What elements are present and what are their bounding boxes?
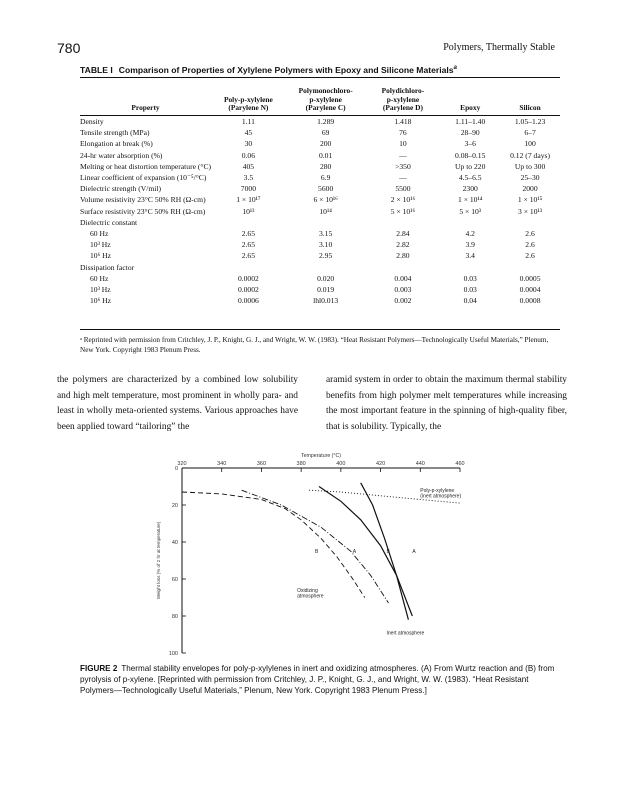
table-header-line: p-xylylene bbox=[386, 94, 420, 104]
table-header-cell bbox=[286, 80, 366, 116]
table-header-cell bbox=[211, 80, 286, 116]
table-value-cell: 2.65 bbox=[241, 229, 256, 239]
table-value-cell: 6 × 10¹⁶ bbox=[313, 195, 338, 205]
chart-annotation: A bbox=[352, 549, 357, 556]
chart-annotation: Poly-p-xylylene bbox=[420, 488, 455, 495]
table-value-cell: 2000 bbox=[522, 184, 538, 194]
x-tick-label: 440 bbox=[415, 461, 425, 467]
table-value-cell: 0.020 bbox=[317, 273, 335, 283]
table-value-cell: Up to 220 bbox=[455, 161, 486, 171]
table-value-cell: 0.0008 bbox=[519, 296, 541, 306]
table-label: TABLE I bbox=[80, 65, 113, 75]
series-line bbox=[319, 487, 412, 617]
table-value-cell: 28–90 bbox=[460, 128, 480, 138]
x-tick-label: 420 bbox=[375, 461, 386, 467]
table-header-line: (Parylene N) bbox=[228, 103, 269, 113]
table-property-cell: 10⁶ Hz bbox=[90, 296, 111, 306]
table-value-cell: 4.2 bbox=[465, 229, 475, 239]
table-value-cell: 5 × 10¹⁶ bbox=[390, 206, 416, 216]
series-line bbox=[361, 483, 409, 620]
table-row bbox=[80, 183, 560, 194]
y-tick-label: 40 bbox=[171, 540, 178, 546]
table-value-cell: 2.6 bbox=[525, 240, 535, 250]
table-value-cell: 6–7 bbox=[524, 128, 536, 138]
table-row bbox=[80, 138, 560, 149]
table-top-rule bbox=[80, 77, 560, 78]
table-header-line: (Parylene D) bbox=[382, 103, 423, 113]
table-header-line: Epoxy bbox=[460, 103, 481, 113]
table-row bbox=[80, 150, 560, 161]
table-property-cell: 24-hr water absorption (%) bbox=[80, 150, 163, 160]
table-property-cell: 60 Hz bbox=[90, 273, 109, 283]
table-value-cell: 1 × 10¹⁷ bbox=[236, 195, 261, 205]
table-row bbox=[80, 228, 560, 239]
table-value-cell: 3–6 bbox=[464, 139, 476, 149]
table-header-cell bbox=[366, 80, 441, 116]
table-value-cell: 10¹⁴ bbox=[319, 206, 332, 216]
table-row bbox=[80, 239, 560, 250]
table-value-cell bbox=[440, 262, 500, 273]
table-value-cell: 5600 bbox=[318, 184, 334, 194]
table-value-cell: 1 × 10¹⁴ bbox=[458, 195, 483, 205]
table-value-cell: 1.289 bbox=[317, 117, 335, 126]
table-value-cell: 2.65 bbox=[241, 251, 256, 261]
table-header-cell bbox=[500, 80, 560, 116]
table-value-cell: 0.04 bbox=[463, 296, 477, 306]
table-value-cell: 1.11–1.40 bbox=[455, 117, 486, 126]
table-value-cell: 6.9 bbox=[320, 173, 331, 183]
table-value-cell: 0.0002 bbox=[237, 273, 259, 283]
chart-annotation: A bbox=[412, 549, 416, 556]
table-property-cell: 10³ Hz bbox=[90, 285, 111, 295]
chart-annotation: B bbox=[315, 549, 319, 556]
table-header-line: Poly-p-xylylene bbox=[223, 94, 273, 104]
series-line bbox=[242, 490, 389, 603]
table-header-line: Silicon bbox=[519, 103, 541, 113]
table-value-cell: — bbox=[399, 150, 407, 160]
table-value-cell: 30 bbox=[244, 139, 253, 149]
table-value-cell: 10¹³ bbox=[242, 206, 255, 216]
table-value-cell: 25–30 bbox=[520, 173, 540, 183]
table-value-cell: 0.0002 bbox=[237, 285, 259, 295]
table-row bbox=[80, 116, 560, 127]
table-value-cell: 0.004 bbox=[394, 273, 412, 283]
x-axis-label: Temperature (°C) bbox=[301, 453, 341, 459]
table-row bbox=[80, 206, 560, 217]
table-value-cell: lhl0.013 bbox=[313, 296, 339, 306]
chart-annotation: atmosphere bbox=[297, 593, 324, 600]
table-value-cell: >350 bbox=[395, 161, 411, 171]
y-tick-label: 80 bbox=[171, 614, 178, 620]
table-footnote: ᵃ Reprinted with permission from Critchley, J. P., Knight, G. J., and Wright, W. W. (1983). “Heat Resistant Polymers—Technologically Useful Materials,” Plenum, New York. Copyright 1983 Plenum Press. bbox=[80, 336, 549, 354]
y-axis-label: Weight loss (% of 2 hr at temperature) bbox=[156, 521, 161, 600]
table-value-cell: 2.82 bbox=[396, 240, 410, 250]
table-value-cell: 3.15 bbox=[318, 229, 333, 239]
table-header-row bbox=[80, 80, 560, 116]
table-value-cell: 1.05–1.23 bbox=[514, 117, 546, 126]
table-value-cell: 5500 bbox=[395, 184, 411, 194]
x-tick-label: 360 bbox=[256, 461, 267, 467]
table-value-cell: 7000 bbox=[240, 184, 256, 194]
table-value-cell: 2.95 bbox=[318, 251, 333, 261]
running-head: Polymers, Thermally Stable bbox=[443, 42, 555, 53]
table-value-cell: 10 bbox=[399, 139, 407, 149]
table-value-cell: 2.80 bbox=[396, 251, 410, 261]
table-property-cell: 10⁶ Hz bbox=[90, 251, 111, 261]
table-value-cell: 2.84 bbox=[396, 229, 410, 239]
figure-caption bbox=[80, 663, 558, 696]
table-value-cell: 45 bbox=[244, 128, 253, 138]
chart-annotation: Oxidizing bbox=[297, 587, 318, 594]
table-value-cell bbox=[211, 217, 286, 228]
table-value-cell bbox=[500, 217, 560, 228]
y-tick-label: 60 bbox=[171, 577, 178, 583]
table-value-cell: 0.0005 bbox=[519, 273, 541, 283]
x-tick-label: 380 bbox=[296, 461, 306, 467]
body-paragraph-right: aramid system in order to obtain the maximum thermal stability benefits from high polymer melt temperatures while increasing the most important feature in the spinning of high-quality fiber, that is solubility. Typically, the bbox=[326, 375, 567, 432]
table-value-cell: 1.11 bbox=[241, 117, 255, 126]
table-value-cell bbox=[500, 262, 560, 273]
table-value-cell: 2.6 bbox=[525, 251, 535, 261]
table-header-line: (Parylene C) bbox=[305, 103, 346, 113]
table-value-cell: 3 × 10¹³ bbox=[518, 206, 543, 216]
table-value-cell: 69 bbox=[321, 128, 330, 138]
table-header-line: Polymonochloro- bbox=[298, 86, 353, 96]
table-property-cell: Dissipation factor bbox=[80, 262, 135, 272]
table-value-cell: 100 bbox=[524, 139, 536, 149]
table-value-cell: 0.0006 bbox=[237, 296, 259, 306]
table-header-line: Property bbox=[131, 103, 160, 113]
table-title-text: Comparison of Properties of Xylylene Polymers with Epoxy and Silicone Materials bbox=[118, 65, 454, 75]
table-row bbox=[80, 161, 560, 172]
table-value-cell: 0.003 bbox=[394, 285, 412, 295]
table-value-cell: 405 bbox=[242, 161, 255, 171]
x-tick-label: 460 bbox=[455, 461, 465, 467]
table-value-cell: 1 × 10¹⁵ bbox=[517, 195, 543, 205]
table-value-cell: 0.03 bbox=[463, 285, 477, 295]
table-property-cell: 60 Hz bbox=[90, 229, 109, 239]
table-value-cell bbox=[440, 217, 500, 228]
y-tick-label: 0 bbox=[174, 466, 178, 472]
table-row bbox=[80, 262, 560, 273]
table-value-cell: 1.418 bbox=[394, 117, 412, 126]
table-value-cell: 2.65 bbox=[241, 240, 256, 250]
y-tick-label: 100 bbox=[168, 651, 178, 657]
table-row bbox=[80, 194, 560, 205]
table-property-cell: Tensile strength (MPa) bbox=[80, 128, 150, 138]
table-value-cell: 3.9 bbox=[465, 240, 475, 250]
body-text-right bbox=[326, 373, 567, 435]
table-property-cell: Melting or heat distortion temperature (°C) bbox=[80, 161, 212, 171]
body-paragraph-left: the polymers are characterized by a combined low solubility and high melt temperature, most prominent in wholly para- and least in wholly meta-oriented systems. Various approaches have been applied toward “tailoring” the bbox=[57, 375, 298, 432]
table-value-cell bbox=[286, 217, 366, 228]
table-value-cell: 200 bbox=[319, 139, 332, 149]
chart-annotation: Inert atmosphere bbox=[386, 630, 425, 637]
table-value-cell: 280 bbox=[319, 161, 332, 171]
table-value-cell: 0.002 bbox=[394, 296, 412, 306]
table-value-cell: 4.5–6.5 bbox=[458, 173, 482, 183]
table-value-cell: 76 bbox=[399, 128, 407, 138]
body-text-left bbox=[57, 373, 298, 435]
table-value-cell: 5 × 10³ bbox=[459, 206, 482, 216]
table-value-cell: 2.6 bbox=[525, 229, 535, 239]
table-value-cell: 0.01 bbox=[318, 150, 333, 160]
table-row bbox=[80, 127, 560, 138]
table-value-cell: Up to 300 bbox=[514, 161, 546, 171]
table-title-note: a bbox=[453, 65, 457, 72]
table-header-line: Polydichloro- bbox=[381, 86, 425, 96]
figure-caption-text: Thermal stability envelopes for poly-p-xylylenes in inert and oxidizing atmospheres. (A) From Wurtz reaction and (B) from pyrolysis of p-xylene. [Reprinted with permission from Critchley, J. P., Knight, G. J., and Wright, W. W. (1983). “Heat Resistant Polymers—Technologically Useful Materials,” Plenum, New York. Copyright 1983 Plenum Press.] bbox=[80, 664, 555, 695]
table-value-cell: 3.4 bbox=[465, 251, 475, 261]
table-property-cell: Density bbox=[80, 117, 104, 126]
table-property-cell: Linear coefficient of expansion (10⁻⁵/°C) bbox=[80, 173, 207, 183]
table-property-cell: Dielectric strength (V/mil) bbox=[80, 184, 161, 194]
table-row bbox=[80, 250, 560, 261]
table-row bbox=[80, 295, 560, 306]
table-value-cell bbox=[286, 262, 366, 273]
y-tick-label: 20 bbox=[171, 503, 178, 509]
figure-label: FIGURE 2 bbox=[80, 664, 118, 673]
table-value-cell bbox=[366, 262, 441, 273]
table-row bbox=[80, 217, 560, 228]
table-property-cell: Dielectric constant bbox=[80, 217, 138, 227]
table-value-cell bbox=[211, 262, 286, 273]
table-body bbox=[80, 116, 560, 306]
table-row bbox=[80, 284, 560, 295]
table-header-cell bbox=[440, 80, 500, 116]
table-value-cell: 3.5 bbox=[243, 173, 254, 183]
table-value-cell bbox=[366, 217, 441, 228]
x-tick-label: 340 bbox=[217, 461, 227, 467]
table-value-cell: 0.03 bbox=[463, 273, 477, 283]
properties-table bbox=[80, 80, 560, 306]
table-value-cell: 0.08–0.15 bbox=[455, 150, 486, 160]
table-property-cell: Elongation at break (%) bbox=[80, 139, 153, 149]
table-bottom-rule bbox=[80, 329, 560, 330]
table-property-cell: 10³ Hz bbox=[90, 240, 111, 250]
x-tick-label: 320 bbox=[177, 461, 187, 467]
page-number: 780 bbox=[57, 40, 81, 56]
table-value-cell: 2 × 10¹⁶ bbox=[390, 195, 416, 205]
table-value-cell: 3.10 bbox=[318, 240, 333, 250]
series-line bbox=[182, 492, 365, 598]
table-title bbox=[80, 65, 457, 75]
table-property-cell: Surface resistivity 23°C 50% RH (Ω-cm) bbox=[80, 206, 206, 216]
table-value-cell: 0.12 (7 days) bbox=[510, 150, 550, 160]
table-value-cell: 0.0004 bbox=[519, 285, 541, 295]
thermal-stability-chart bbox=[140, 448, 470, 658]
table-value-cell: 2300 bbox=[462, 184, 478, 194]
chart-annotation: B bbox=[386, 549, 390, 556]
table-value-cell: — bbox=[399, 173, 407, 183]
chart-annotation: (inert atmosphere) bbox=[420, 493, 462, 500]
table-property-cell: Volume resistivity 23°C 50% RH (Ω-cm) bbox=[80, 195, 206, 205]
table-row bbox=[80, 172, 560, 183]
table-value-cell: 0.06 bbox=[241, 150, 256, 160]
table-header-line: p-xylylene bbox=[309, 94, 342, 104]
table-row bbox=[80, 273, 560, 284]
table-value-cell: 0.019 bbox=[317, 285, 335, 295]
x-tick-label: 400 bbox=[336, 461, 346, 467]
table-header-cell bbox=[80, 80, 211, 116]
